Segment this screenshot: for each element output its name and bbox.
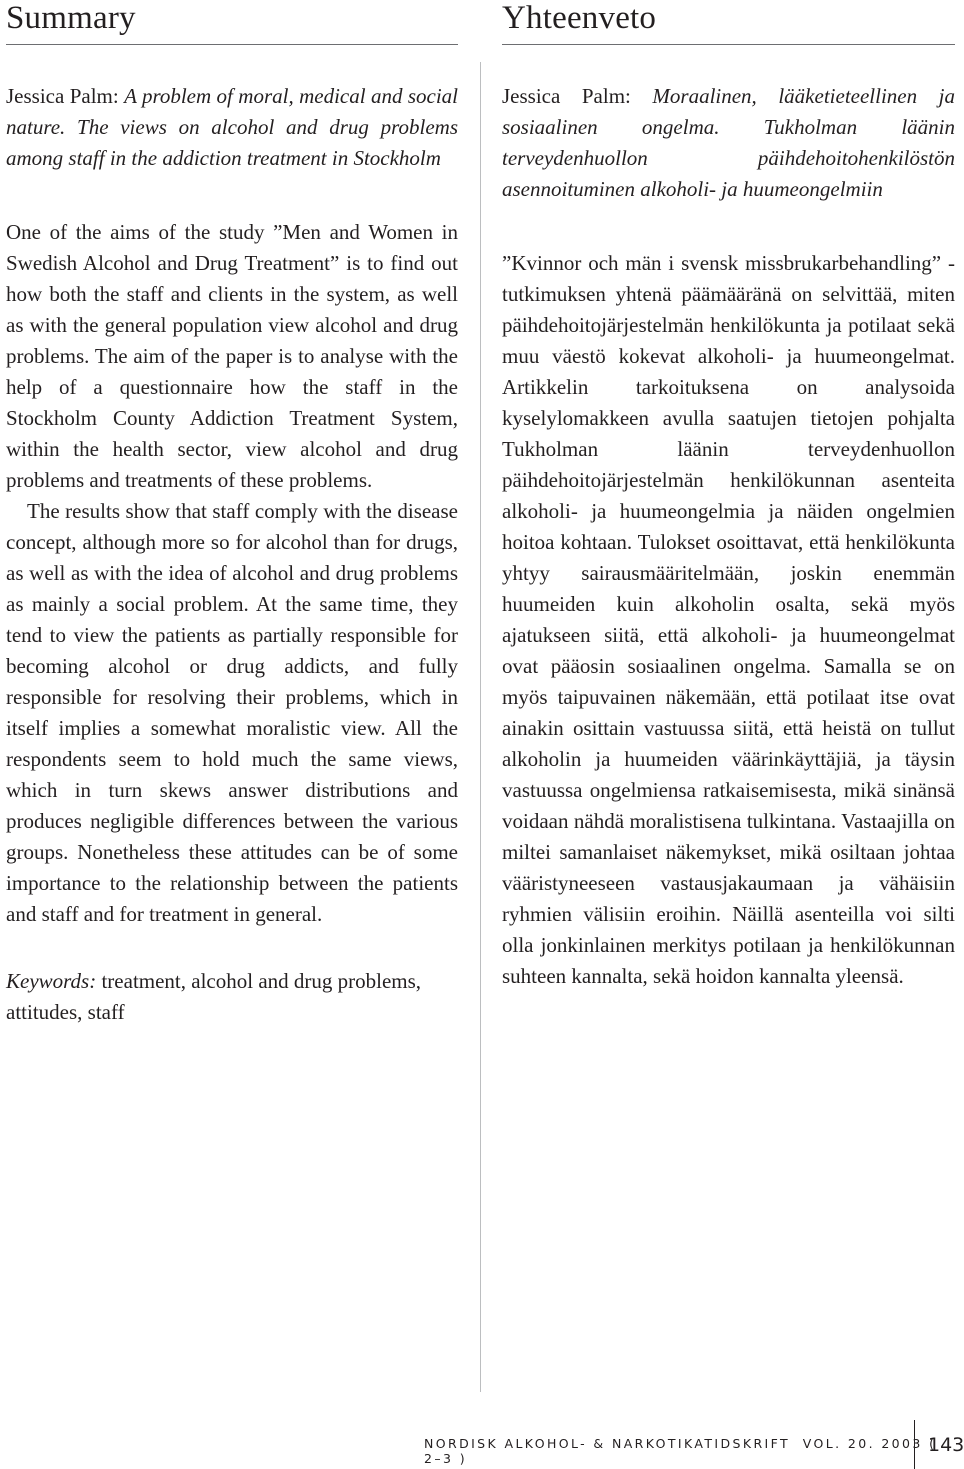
yhteenveto-abstract (502, 248, 955, 992)
heading-rule (502, 44, 955, 45)
subtitle-title: A problem of moral, medical and social nature. The views on alcohol and drug problems among staff in the addiction treatment in Stockholm (6, 84, 458, 170)
keywords-text: treatment, alcohol and drug problems, attitudes, staff (6, 969, 422, 1024)
column-divider (480, 62, 481, 1392)
subtitle-author: Jessica Palm: (502, 84, 653, 108)
keywords-label: Keywords: (6, 969, 97, 993)
summary-column (6, 0, 458, 1049)
subtitle-title: Moraalinen, lääketieteellinen ja sosiaalinen ongelma. Tukholman läänin terveydenhuollon päihdehoitohenkilöstön asennoituminen alkoholi- ja huumeongelmiin (502, 84, 955, 201)
summary-paragraph-1: One of the aims of the study ”Men and Women in Swedish Alcohol and Drug Treatment” is to find out how both the staff and clients in the system, as well as with the general population view alcohol and drug problems. The aim of the paper is to analyse with the help of a questionnaire how the staff in the Stockholm County Addiction Treatment System, within the health sector, view alcohol and drug problems and treatments of these problems. (6, 220, 458, 492)
keywords (6, 966, 458, 1028)
running-footer (424, 1436, 960, 1466)
yhteenveto-column (502, 0, 955, 992)
summary-subtitle (6, 81, 458, 174)
journal-name: NORDISK ALKOHOL- & NARKOTIKATIDSKRIFT (424, 1436, 791, 1451)
heading-rule (6, 44, 458, 45)
yhteenveto-heading: Yhteenveto (502, 0, 657, 36)
subtitle-author: Jessica Palm: (6, 84, 125, 108)
yhteenveto-paragraph-1: ”Kvinnor och män i svensk missbrukarbehandling” -tutkimuksen yhtenä päämääränä on selvittää, miten päihdehoitojärjestelmän henkilökunta ja potilaat sekä muu väestö kokevat alkoholi- ja huumeongelmat. Artikkelin tarkoituksena on analysoida kyselylomakkeen avulla saatujen tietojen pohjalta Tukholman läänin terveydenhuollon päihdehoitojärjestelmän henkilökunnan asenteita alkoholi- ja huumeongelmia ja näiden ongelmien hoitoa kohtaan. Tulokset osoittavat, että henkilökunta yhtyy sairausmääritelmään, joskin enemmän huumeiden kuin alkoholin osalta, sekä myös ajatukseen siitä, että alkoholi- ja huumeongelmat ovat pääosin sosiaalinen ongelma. Samalla se on myös taipuvainen näkemään, että potilaat itse ovat ainakin osittain vastuussa siitä, että heistä on tullut alkoholin ja huumeiden väärinkäyttäjiä, ja täysin vastuussa ongelmiensa ratkaisemisesta, mikä sinänsä voidaan nähdä moralistisena tulkintana. Vastaajilla on miltei samanlaiset näkemykset, mikä osiltaan johtaa vääristyneeseen vastausjakaumaan ja vähäisiin ryhmien välisiin eroihin. Näillä asenteilla voi silti olla jonkinlainen merkitys potilaan ja henkilökunnan suhteen kannalta, sekä hoidon kannalta yleensä. (502, 251, 955, 988)
summary-abstract (6, 217, 458, 930)
footer-rule (914, 1420, 915, 1469)
journal-volume: VOL. 20. 2003 ( 2–3 ) (424, 1436, 937, 1466)
summary-paragraph-2: The results show that staff comply with the disease concept, although more so for alcohol than for drugs, as well as with the idea of alcohol and drug problems as mainly a social problem. At the same time, they tend to view the patients as partially responsible for becoming alcohol or drug addicts, and fully responsible for resolving their problems, which in itself implies a somewhat moralistic view. All the respondents seem to hold much the same views, which in turn skews answer distributions and produces negligible differences between the various groups. Nonetheless these attitudes can be of some importance to the relationship between the patients and staff and for treatment in general. (6, 499, 458, 926)
summary-heading: Summary (6, 0, 136, 36)
page-number: 143 (928, 1434, 964, 1456)
yhteenveto-subtitle (502, 81, 955, 205)
